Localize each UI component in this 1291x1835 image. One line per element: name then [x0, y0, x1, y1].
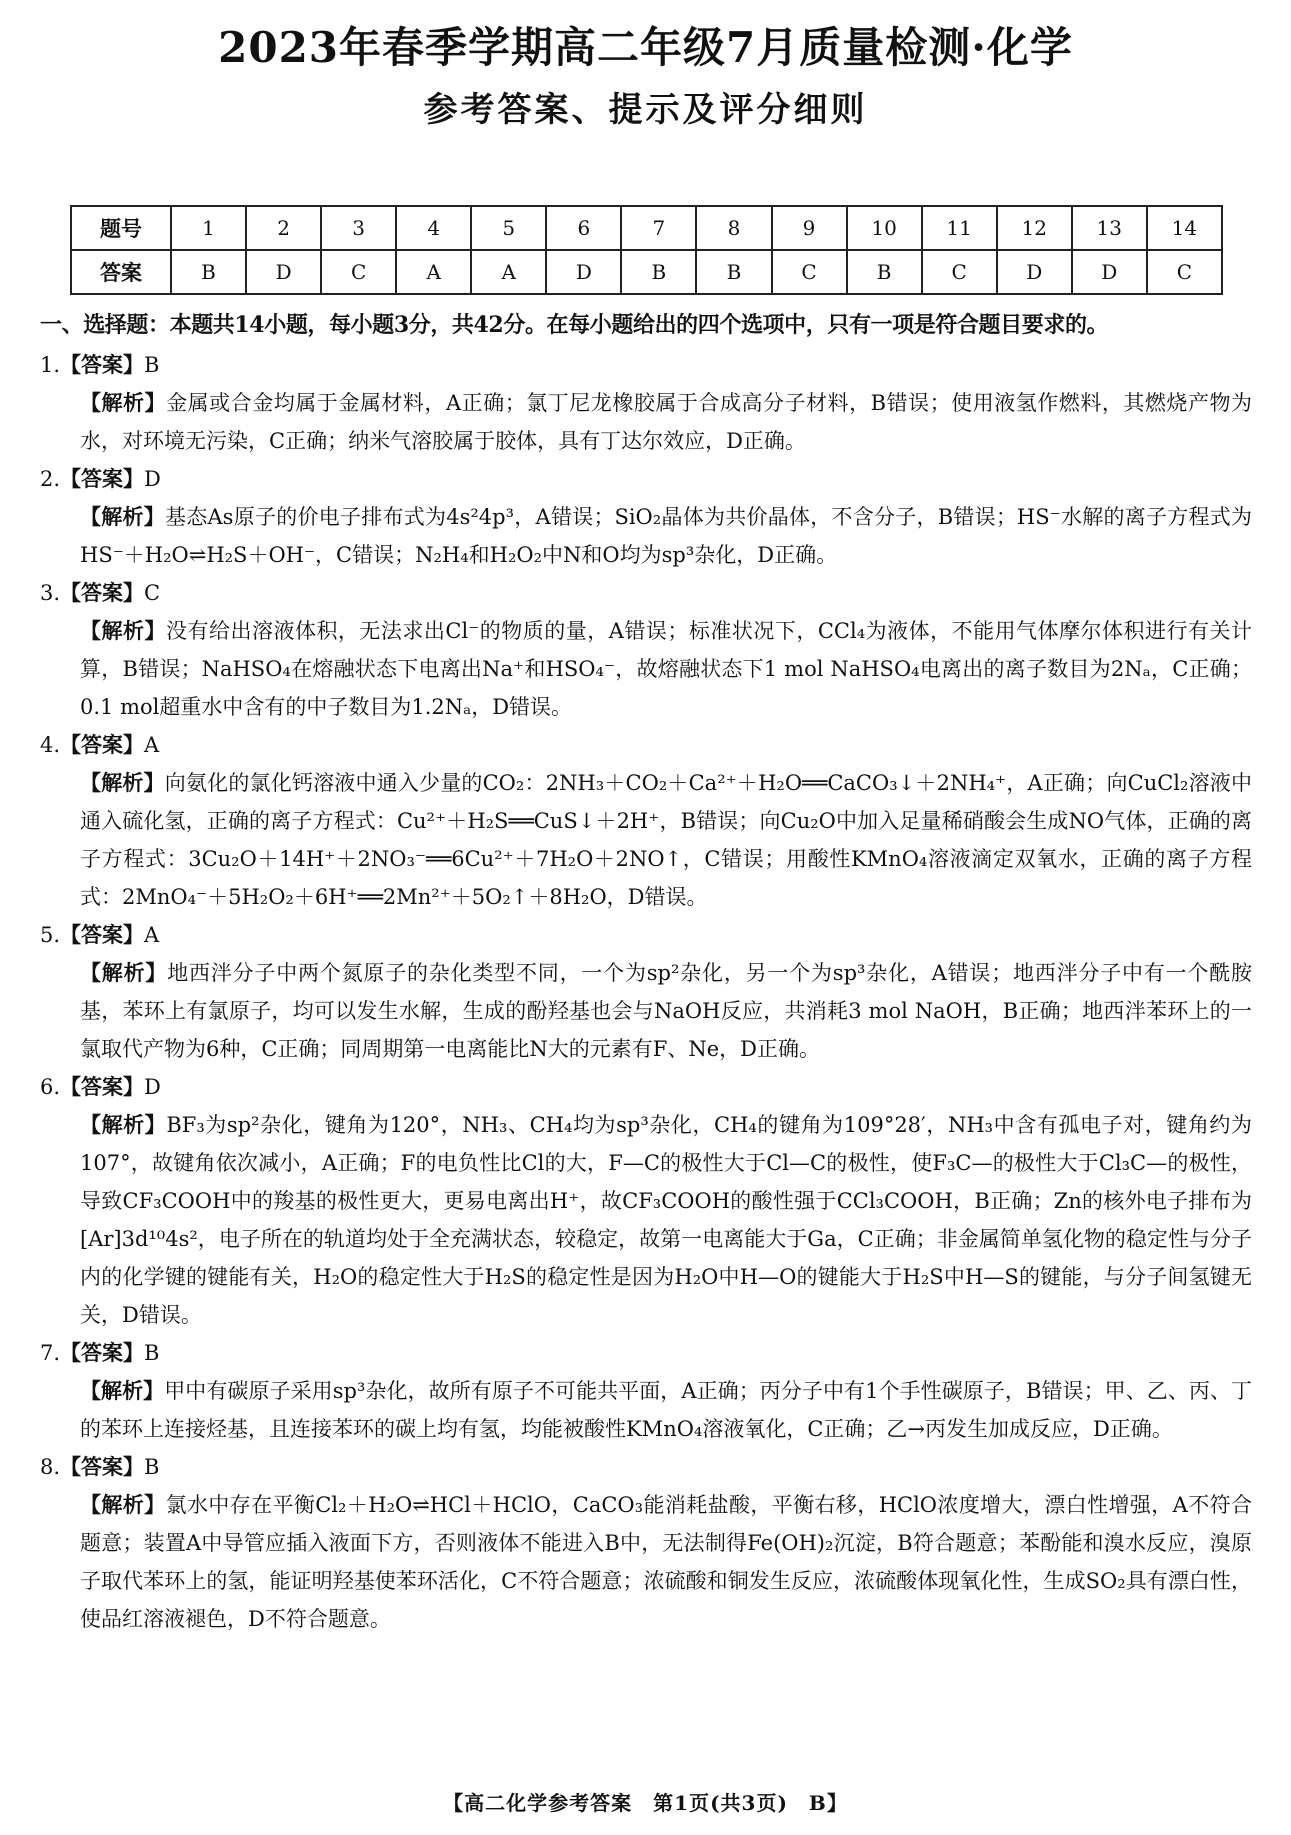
section-heading: 一、选择题：本题共14小题，每小题3分，共42分。在每小题给出的四个选项中，只有一项是符合题目要求的。	[40, 312, 1109, 338]
answer-cell: C	[1147, 250, 1222, 294]
analysis-text: 向氨化的氯化钙溶液中通入少量的CO₂：2NH₃＋CO₂＋Ca²⁺＋H₂O══CaCO₃↓＋2NH₄⁺，A正确；向CuCl₂溶液中通入硫化氢，正确的离子方程式：Cu²⁺＋H₂S══CuS↓＋2H⁺，B错误；向Cu₂O中加入足量稀硝酸会生成NO气体，正确的离子方程式：3Cu₂O＋14H⁺＋2NO₃⁻══6Cu²⁺＋7H₂O＋2NO↑，C错误；用酸性KMnO₄溶液滴定双氧水，正确的离子方程式：2MnO₄⁻＋5H₂O₂＋6H⁺══2Mn²⁺＋5O₂↑＋8H₂O，D错误。	[80, 771, 1252, 909]
answer-value: B	[144, 1341, 160, 1365]
row-label-answer: 答案	[71, 250, 171, 294]
answer-tag: 【答案】	[60, 466, 145, 491]
question-number-cell: 10	[847, 206, 922, 250]
answer-tag: 【答案】	[60, 352, 145, 377]
answer-value: B	[144, 1455, 160, 1479]
question-number-cell: 11	[922, 206, 997, 250]
row-label-number: 题号	[71, 206, 171, 250]
answer-line	[40, 916, 1252, 954]
analysis-text: 甲中有碳原子采用sp³杂化，故所有原子不可能共平面，A正确；丙分子中有1个手性碳原子，B错误；甲、乙、丙、丁的苯环上连接烃基，且连接苯环的碳上均有氢，均能被酸性KMnO₄溶液氧化，C正确；乙→丙发生加成反应，D正确。	[80, 1379, 1253, 1441]
answer-cell: C	[321, 250, 396, 294]
question-number-cell: 14	[1147, 206, 1222, 250]
answer-line	[40, 726, 1252, 764]
analysis-text: 基态As原子的价电子排布式为4s²4p³，A错误；SiO₂晶体为共价晶体，不含分子，B错误；HS⁻水解的离子方程式为HS⁻＋H₂O⇌H₂S＋OH⁻，C错误；N₂H₄和H₂O₂中N和O均为sp³杂化，D正确。	[80, 505, 1252, 567]
answer-value: A	[144, 923, 160, 947]
answer-tag: 【答案】	[60, 580, 145, 605]
answer-line	[40, 1068, 1252, 1106]
analysis-tag: 【解析】	[80, 390, 167, 415]
question-number-cell: 4	[396, 206, 471, 250]
analysis-paragraph	[80, 612, 1252, 726]
answer-tag: 【答案】	[60, 1454, 145, 1479]
answer-value: A	[144, 733, 160, 757]
answer-line	[40, 346, 1252, 384]
answer-line	[40, 460, 1252, 498]
analysis-tag: 【解析】	[80, 1112, 167, 1137]
analysis-paragraph	[80, 1372, 1252, 1448]
analysis-tag: 【解析】	[80, 1492, 166, 1517]
answer-line	[40, 1448, 1252, 1486]
analysis-text: 地西泮分子中两个氮原子的杂化类型不同，一个为sp²杂化，另一个为sp³杂化，A错误；地西泮分子中有一个酰胺基，苯环上有氯原子，均可以发生水解，生成的酚羟基也会与NaOH反应，共消耗3 mol NaOH，B正确；地西泮苯环上的一氯取代产物为6种，C正确；同周期第一电离能比N大的元素有F、Ne，D正确。	[80, 961, 1252, 1061]
analysis-paragraph	[80, 764, 1252, 916]
answer-cell: C	[922, 250, 997, 294]
question-number-cell: 8	[696, 206, 771, 250]
question-number: 8.	[40, 1455, 61, 1479]
question-number-cell: 3	[321, 206, 396, 250]
answer-table	[70, 205, 1223, 295]
question-number-cell: 9	[772, 206, 847, 250]
question-number-cell: 7	[621, 206, 696, 250]
analysis-text: 金属或合金均属于金属材料，A正确；氯丁尼龙橡胶属于合成高分子材料，B错误；使用液氢作燃料，其燃烧产物为水，对环境无污染，C正确；纳米气溶胶属于胶体，具有丁达尔效应，D正确。	[80, 391, 1253, 453]
question-number-cell: 13	[1072, 206, 1147, 250]
answer-cell: B	[696, 250, 771, 294]
analysis-paragraph	[80, 498, 1252, 574]
question-number: 1.	[40, 353, 61, 377]
analysis-text: 氯水中存在平衡Cl₂＋H₂O⇌HCl＋HClO，CaCO₃能消耗盐酸，平衡右移，HClO浓度增大，漂白性增强，A不符合题意；装置A中导管应插入液面下方，否则液体不能进入B中，无法制得Fe(OH)₂沉淀，B符合题意；苯酚能和溴水反应，溴原子取代苯环上的氢，能证明羟基使苯环活化，C不符合题意；浓硫酸和铜发生反应，浓硫酸体现氧化性，生成SO₂具有漂白性，使品红溶液褪色，D不符合题意。	[80, 1493, 1252, 1631]
page-subtitle: 参考答案、提示及评分细则	[423, 90, 868, 130]
answer-explanations	[40, 346, 1252, 1638]
answer-cell: D	[997, 250, 1072, 294]
answer-row	[71, 250, 1222, 294]
answer-cell: A	[471, 250, 546, 294]
question-number: 7.	[40, 1341, 61, 1365]
answer-line	[40, 574, 1252, 612]
answer-tag: 【答案】	[60, 922, 145, 947]
answer-cell: C	[772, 250, 847, 294]
answer-value: D	[144, 1075, 161, 1099]
question-block	[40, 916, 1252, 1068]
question-block	[40, 1068, 1252, 1334]
question-number-cell: 5	[471, 206, 546, 250]
answer-cell: D	[1072, 250, 1147, 294]
answer-value: D	[144, 467, 161, 491]
question-block	[40, 1334, 1252, 1448]
answer-value: C	[144, 581, 161, 605]
answer-value: B	[144, 353, 160, 377]
analysis-tag: 【解析】	[80, 1378, 165, 1403]
page-footer: 【高二化学参考答案 第1页(共3页) B】	[443, 1791, 848, 1815]
answer-cell: B	[621, 250, 696, 294]
answer-cell: D	[246, 250, 321, 294]
analysis-tag: 【解析】	[80, 618, 166, 643]
question-block	[40, 346, 1252, 460]
analysis-tag: 【解析】	[80, 770, 165, 795]
answer-cell: B	[847, 250, 922, 294]
answer-tag: 【答案】	[60, 1074, 145, 1099]
question-number: 6.	[40, 1075, 61, 1099]
answer-tag: 【答案】	[60, 1340, 145, 1365]
analysis-paragraph	[80, 954, 1252, 1068]
answer-tag: 【答案】	[60, 732, 145, 757]
question-number-cell: 12	[997, 206, 1072, 250]
analysis-paragraph	[80, 1486, 1252, 1638]
analysis-tag: 【解析】	[80, 960, 168, 985]
question-block	[40, 460, 1252, 574]
analysis-paragraph	[80, 1106, 1252, 1334]
question-block	[40, 726, 1252, 916]
answer-cell: A	[396, 250, 471, 294]
answer-cell: B	[171, 250, 246, 294]
analysis-paragraph	[80, 384, 1252, 460]
question-number-row	[71, 206, 1222, 250]
question-number: 2.	[40, 467, 61, 491]
question-number-cell: 2	[246, 206, 321, 250]
question-block	[40, 1448, 1252, 1638]
analysis-text: BF₃为sp²杂化，键角为120°，NH₃、CH₄均为sp³杂化，CH₄的键角为109°28′，NH₃中含有孤电子对，键角约为107°，故键角依次减小，A正确；F的电负性比Cl的大，F—C的极性大于Cl—C的极性，使F₃C—的极性大于Cl₃C—的极性，导致CF₃COOH中的羧基的极性更大，更易电离出H⁺，故CF₃COOH的酸性强于CCl₃COOH，B正确；Zn的核外电子排布为[Ar]3d¹⁰4s²，电子所在的轨道均处于全充满状态，较稳定，故第一电离能大于Ga，C正确；非金属简单氢化物的稳定性与分子内的化学键的键能有关，H₂O的稳定性大于H₂S的稳定性是因为H₂O中H—O的键能大于H₂S中H—S的键能，与分子间氢键无关，D错误。	[80, 1113, 1252, 1327]
question-number-cell: 1	[171, 206, 246, 250]
analysis-text: 没有给出溶液体积，无法求出Cl⁻的物质的量，A错误；标准状况下，CCl₄为液体，不能用气体摩尔体积进行有关计算，B错误；NaHSO₄在熔融状态下电离出Na⁺和HSO₄⁻，故熔融状态下1 mol NaHSO₄电离出的离子数目为2Nₐ，C正确；0.1 mol超重水中含有的中子数目为1.2Nₐ，D错误。	[80, 619, 1252, 719]
answer-cell: D	[546, 250, 621, 294]
answer-line	[40, 1334, 1252, 1372]
question-block	[40, 574, 1252, 726]
question-number: 4.	[40, 733, 61, 757]
question-number-cell: 6	[546, 206, 621, 250]
analysis-tag: 【解析】	[80, 504, 166, 529]
page-title: 2023年春季学期高二年级7月质量检测·化学	[218, 23, 1073, 72]
question-number: 5.	[40, 923, 61, 947]
question-number: 3.	[40, 581, 61, 605]
